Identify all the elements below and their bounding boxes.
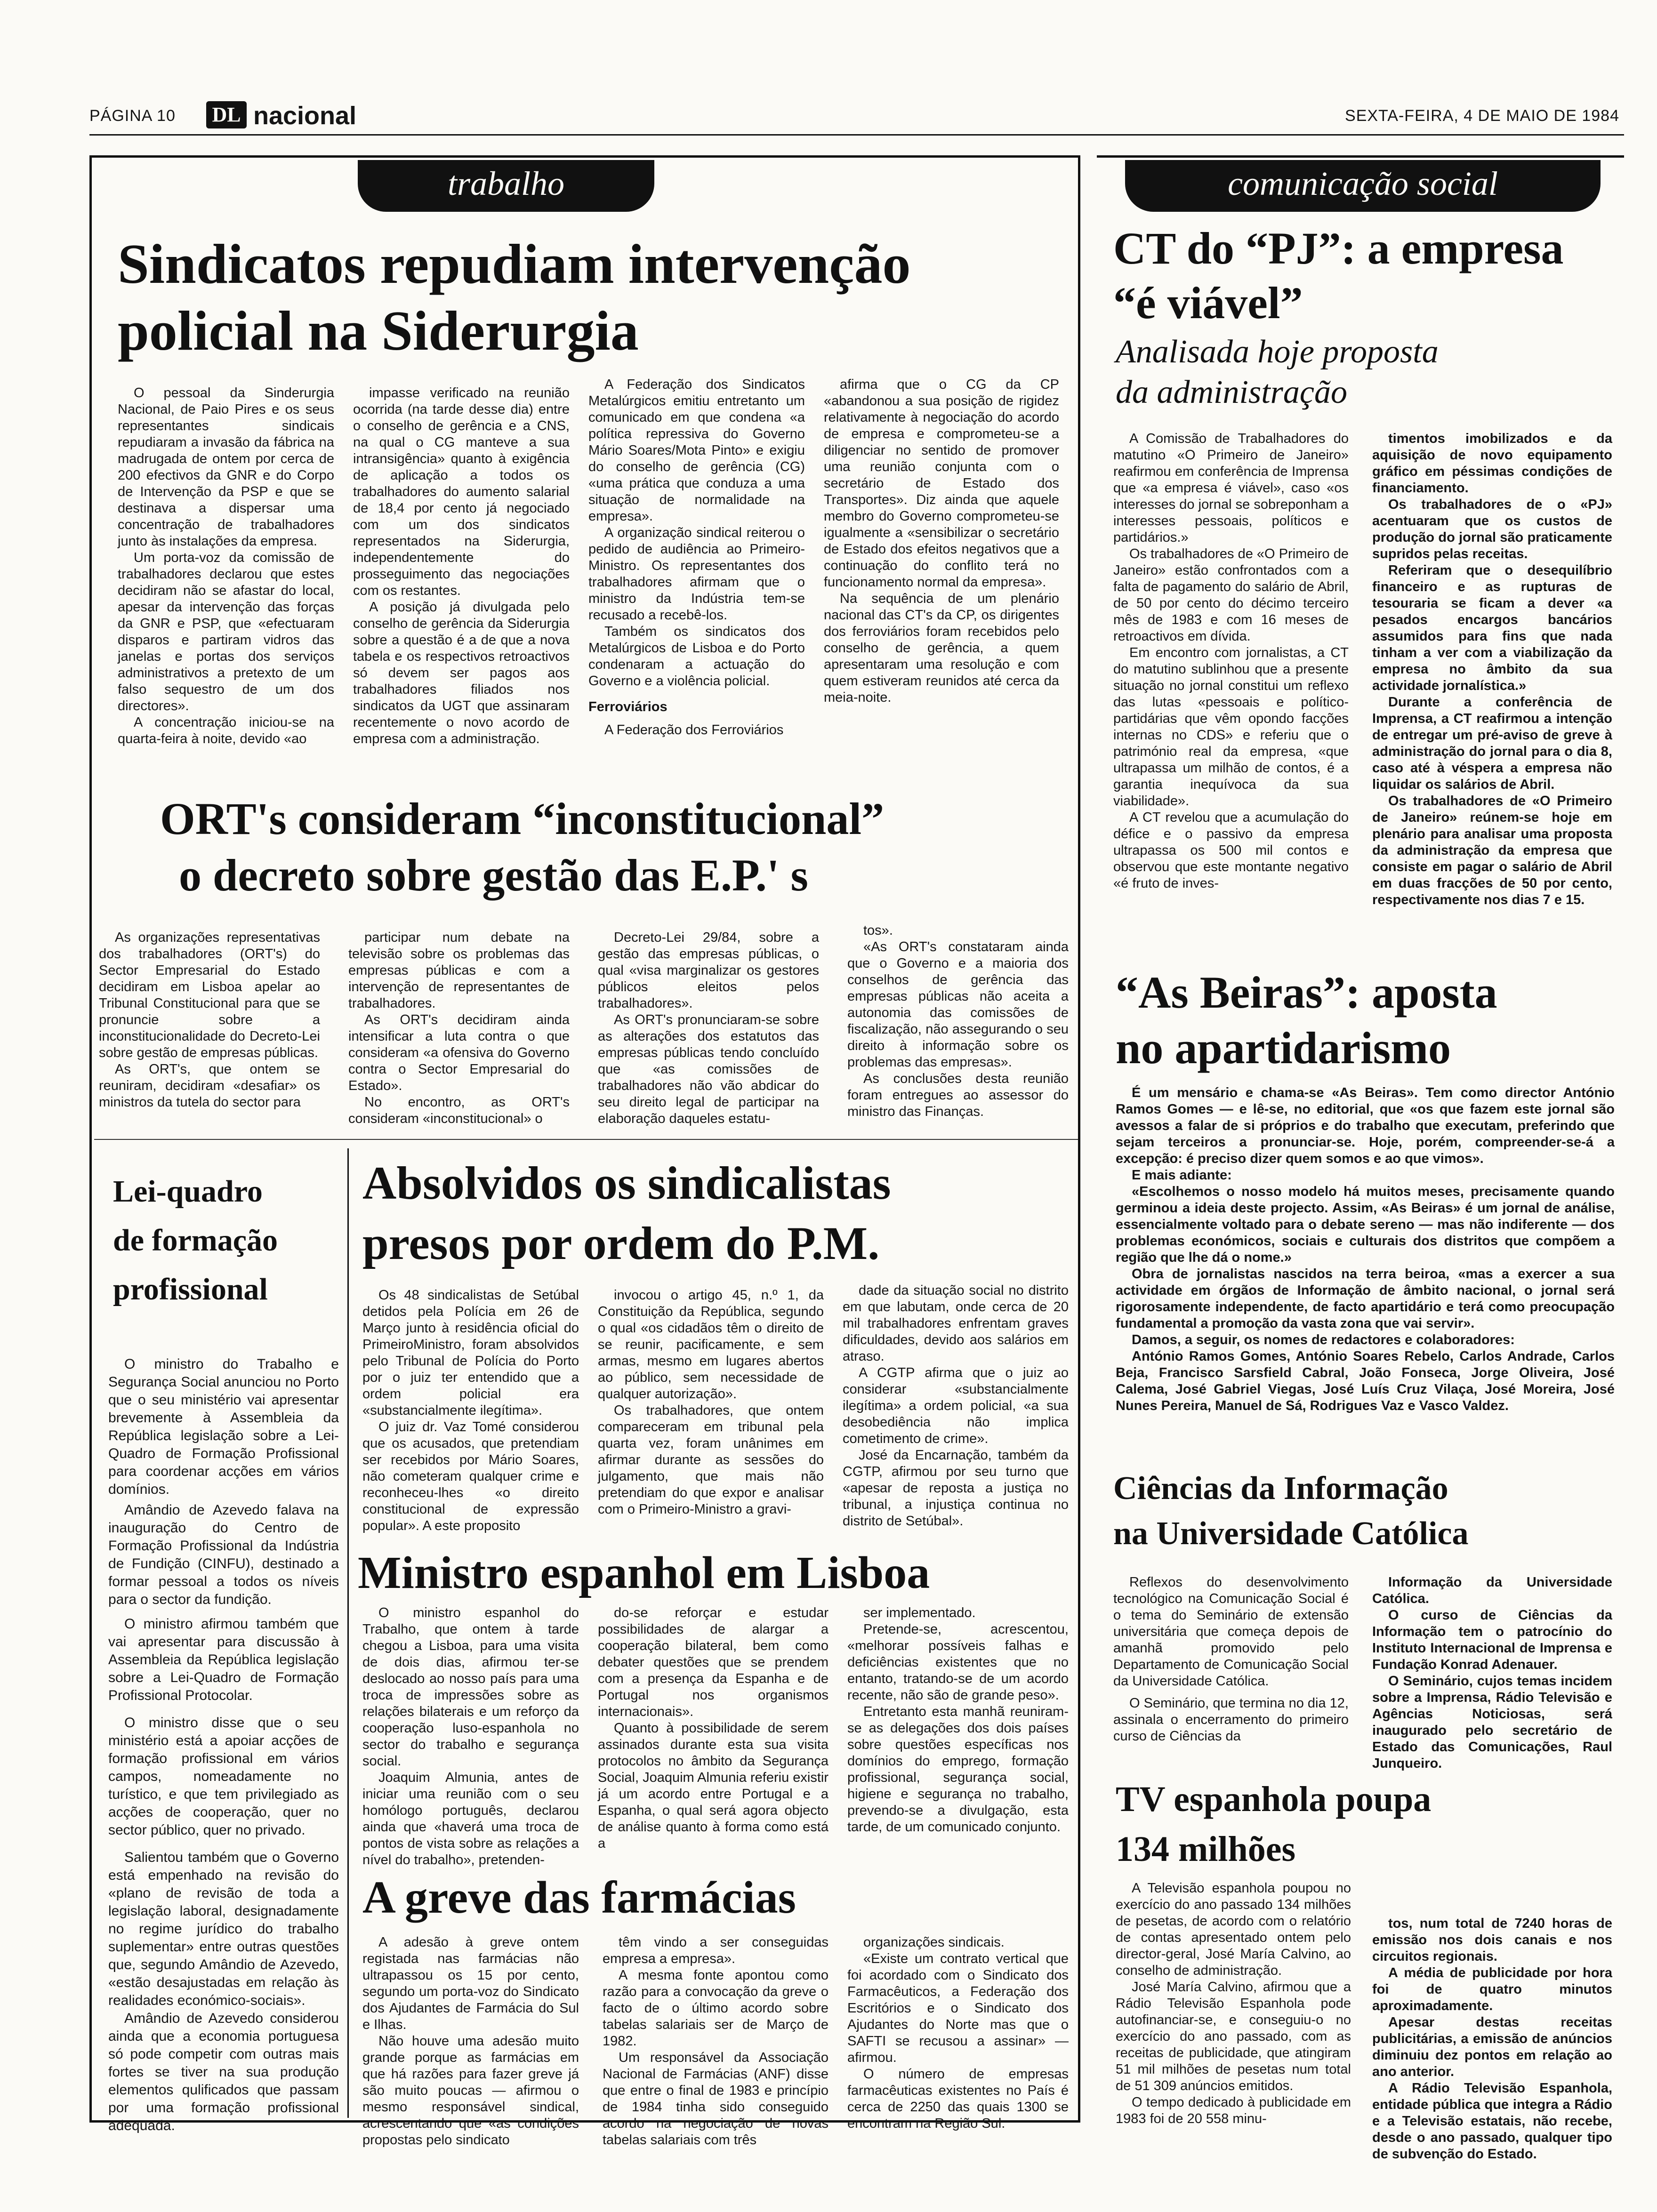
article10-col1 [1116, 1880, 1351, 2126]
section-banner-comunicacao: comunicação social [1125, 160, 1601, 212]
paragraph: Não houve uma adesão muito grande porque as farmácias em que há razões para fazer greve já são muito poucas — afirmou o mesmo responsável sindical, acrescentando que «as condições propostas pelo sindicato [362, 2034, 579, 2148]
paragraph: do-se reforçar e estudar possibilidades de alargar a cooperação bilateral, bem como debater questões que se prendem com a presença da Espanha e de Portugal nos organismos internacionais». [598, 1605, 828, 1719]
paragraph: As ORT's decidiram ainda intensificar a luta contra o que consideram «a ofensiva do Governo contra o Sector Empresarial do Estado». [348, 1012, 570, 1093]
article9-headline-line1: Ciências da Informação [1113, 1470, 1448, 1507]
paragraph: As organizações representativas dos trabalhadores (ORT's) do Sector Empresarial do Estado decidiram em Lisboa apelar ao Tribunal Constitucional para que se pronuncie sobre a inconstitucionalidade do Decreto-Lei sobre gestão de empresas públicas. [99, 930, 320, 1060]
paragraph: Um porta-voz da comissão de trabalhadores declarou que estes decidiram não se afastar do local, apesar da intervenção das forças da GNR e PSP, que «efectuaram disparos e partiram vidros das janelas e portas dos serviços administrativos a pretexto de um falso sequestro de um dos directores». [118, 550, 334, 713]
paragraph: As conclusões desta reunião foram entregues ao assessor do ministro das Finanças. [847, 1071, 1069, 1119]
article5-col3 [847, 1605, 1069, 1850]
paragraph: Um responsável da Associação Nacional de Farmácias (ANF) disse que entre o final de 1983 e princípio de 1984 tinha sido conseguido acordo na negociação de novas tabelas salariais com três [603, 2050, 828, 2148]
article1-col3 [588, 377, 805, 772]
article8-headline-line1: “As Beiras”: aposta [1116, 967, 1497, 1018]
article1-headline-line1: Sindicatos repudiam intervenção [118, 232, 911, 295]
paragraph: E mais adiante: [1132, 1168, 1232, 1183]
paragraph: participar num debate na televisão sobre os problemas das empresas públicas e com a intervenção de representantes de trabalhadores. [348, 930, 570, 1011]
paragraph: timentos imobilizados e da aquisição de novo equipamento gráfico em péssimas condições de financiamento. [1372, 431, 1612, 496]
paragraph: O número de empresas farmacêuticas existentes no País é cerca de 2250 das quais 1300 se encontram na Região Sul. [847, 2067, 1069, 2131]
paragraph: O ministro espanhol do Trabalho, que ontem à tarde chegou a Lisboa, para uma visita de dois dias, afirmou ter-se deslocado ao nosso país para uma troca de impressões sobre as relações bilaterais e um reforço da cooperação luso-espanhola no sector do trabalho e segurança social. [362, 1605, 579, 1769]
paragraph: Informação da Universidade Católica. [1372, 1575, 1612, 1606]
article8-body [1116, 1085, 1615, 1485]
paragraph: impasse verificado na reunião ocorrida (na tarde desse dia) entre o conselho de gerência e a CNS, na qual o CG manteve a sua intransigência» quanto à exigência de aplicação a todos os trabalhadores do aumento salarial de 18,4 por cento já negociado com um dos sindicatos representados na Siderurgia, independentemente do prosseguimento das negociações com os restantes. [353, 385, 570, 598]
paragraph: O tempo dedicado à publicidade em 1983 foi de 20 558 minu- [1116, 2095, 1351, 2126]
article7-subheadline-line2: da administração [1116, 374, 1347, 410]
paragraph: O pessoal da Sinderurgia Nacional, de Paio Pires e os seus representantes sindicais repudiaram a invasão da fábrica na madrugada de ontem por cerca de 200 efectivos da GNR e do Corpo de Intervenção da PSP e que se destinava a dispersar uma concentração de trabalhadores junto às instalações da empresa. [118, 385, 334, 549]
paragraph: Reflexos do desenvolvimento tecnológico na Comunicação Social é o tema do Seminário de extensão universitária que começa depois de amanhã promovido pelo Departamento de Comunicação Social da Universidade Católica. [1113, 1575, 1349, 1689]
article9-headline [1113, 1466, 1617, 1556]
article1-headline-line2: policial na Siderurgia [118, 299, 639, 362]
article3-headline-line3: profissional [113, 1272, 268, 1306]
paragraph: Decreto-Lei 29/84, sobre a gestão das empresas públicas, o qual «visa marginalizar os gestores públicos eleitos pelos trabalhadores». [598, 930, 819, 1011]
paragraph: A Federação dos Ferroviários [604, 722, 784, 737]
article6-col1 [362, 1934, 579, 2148]
paragraph: José da Encarnação, também da CGTP, afirmou por seu turno que «apesar de reposta a justiça no tribunal, a injustiça continua no distrito de Setúbal». [843, 1448, 1069, 1529]
paragraph: Joaquim Almunia, antes de iniciar uma reunião com o seu homólogo português, declarou ainda que «haverá uma troca de pontos de vista sobre as relações a nível do trabalho», pretenden- [362, 1770, 579, 1867]
paragraph: António Ramos Gomes, António Soares Rebelo, Carlos Andrade, Carlos Beja, Francisco Sarsfield Cabral, João Fonseca, Jorge Oliveira, José Calema, José Gabriel Viegas, José Luís Cruz Vilaça, José Moreira, José Nunes Pereira, Manuel de Sá, Rodrigues Vaz e Vasco Valdez. [1116, 1349, 1615, 1413]
article2-headline-line1: ORT's consideram “inconstitucional” [160, 793, 885, 844]
paragraph: Quanto à possibilidade de serem assinados durante esta sua visita protocolos no âmbito da Segurança Social, Joaquim Almunia referiu existir já um acordo entre Portugal e a Espanha, o qual será agora objecto de análise quanto à forma como está a [598, 1721, 828, 1851]
paragraph: Entretanto esta manhã reuniram-se as delegações dos dois países sobre questões específicas nos domínios do emprego, formação profissional, segurança social, higiene e segurança no trabalho, prevendo-se a divulgação, esta tarde, de um comunicado conjunto. [847, 1704, 1069, 1835]
paragraph: A organização sindical reiterou o pedido de audiência ao Primeiro-Ministro. Os representantes dos trabalhadores afirmam que o ministro da Indústria tem-se recusado a recebê-los. [588, 525, 805, 623]
article4-col3 [843, 1282, 1069, 1551]
page-number: PÁGINA 10 [89, 107, 176, 125]
paragraph: O Seminário, que termina no dia 12, assinala o encerramento do primeiro curso de Ciências da [1113, 1696, 1349, 1744]
paragraph: Apesar destas receitas publicitárias, a emissão de anúncios diminuiu dez pontos em relação ao ano anterior. [1372, 2015, 1612, 2079]
paragraph: Damos, a seguir, os nomes de redactores e colaboradores: [1132, 1332, 1515, 1347]
article6-col2 [603, 1934, 828, 2148]
article3-headline-line1: Lei-quadro [113, 1174, 263, 1209]
article6-col3 [847, 1934, 1069, 2131]
paragraph: A CT revelou que a acumulação do défice e o passivo da empresa ultrapassa os 500 mil contos e observou que este montante negativo «é fruto de inves- [1113, 810, 1349, 891]
paragraph: O Seminário, cujos temas incidem sobre a Imprensa, Rádio Televisão e Agências Noticiosas, será inaugurado pelo secretário de Estado das Comunicações, Raul Junqueiro. [1372, 1674, 1612, 1771]
article7-headline-line2: “é viável” [1113, 278, 1303, 328]
article1-col1 [118, 385, 334, 771]
article10-headline [1116, 1774, 1619, 1874]
paragraph: A CGTP afirma que o juiz ao considerar «substancialmente ilegítima» a ordem policial, «a sua desobediência não implica cometimento de crime». [843, 1365, 1069, 1446]
paragraph: José María Calvino, afirmou que a Rádio Televisão Espanhola pode autofinanciar-se, e conseguiu-o no exercício do ano passado, com as receitas de publicidade, que atingiram 51 mil milhões de pesetas num total de 51 309 anúncios emitidos. [1116, 1980, 1351, 2093]
article7-col2 [1372, 431, 1612, 953]
paragraph: Os trabalhadores de o «PJ» acentuaram que os custos de produção do jornal são praticamente supridos pelas receitas. [1372, 497, 1612, 561]
article2-headline [160, 791, 1054, 904]
article4-col1 [362, 1287, 579, 1551]
paragraph: invocou o artigo 45, n.º 1, da Constituição da República, segundo o qual «os cidadãos têm o direito de se reunir, pacificamente, e sem armas, mesmo em lugares abertos ao público, sem necessidade de qualquer autorização». [598, 1288, 824, 1402]
paragraph: O ministro do Trabalho e Segurança Social anunciou no Porto que o seu ministério vai apresentar brevemente à Assembleia da República legislação sobre a Lei-Quadro de Formação Profissional para coordenar acções em vários domínios. [108, 1356, 339, 1497]
column-divider [347, 1148, 349, 2118]
paragraph: Referiram que o desequilíbrio financeiro e as rupturas de tesouraria se ficam a dever «a pesados encargos bancários assumidos para fins que nada tinham a ver com a viabilização da empresa no âmbito da sua actividade jornalística.» [1372, 563, 1612, 693]
article7-subheadline-line1: Analisada hoje proposta [1116, 334, 1439, 370]
article6-headline: A greve das farmácias [362, 1872, 796, 1923]
paragraph: A Federação dos Sindicatos Metalúrgicos emitiu entretanto um comunicado em que condena «a política repressiva do Governo Mário Soares/Mota Pinto» e exigiu do conselho de gerência (CG) «uma prática que conduza a uma situação de normalidade na empresa». [588, 377, 805, 524]
article7-col1 [1113, 431, 1349, 953]
article10-col2 [1372, 1915, 1612, 2162]
article4-col2 [598, 1287, 824, 1551]
paragraph: A média de publicidade por hora foi de quatro minutos aproximadamente. [1372, 1965, 1612, 2013]
paragraph: As ORT's pronunciaram-se sobre as alterações dos estatutos das empresas públicas tendo concluído que «as comissões de trabalhadores não vão abdicar do seu direito legal de participar na elaboração daqueles estatu- [598, 1012, 819, 1126]
paragraph: afirma que o CG da CP «abandonou a sua posição de rigidez relativamente à negociação do acordo de empresa e comprometeu-se a diligenciar no sentido de promover uma reunião conjunta com o secretário de Estado dos Transportes». Diz ainda que aquele membro do Governo comprometeu-se igualmente a «sensibilizar o secretário de Estado dos efeitos negativos que a continuação do conflito terá no funcionamento normal da empresa». [824, 377, 1059, 590]
paragraph: organizações sindicais. [863, 1935, 1005, 1950]
paragraph: ser implementado. [863, 1605, 976, 1620]
paragraph: tos, num total de 7240 horas de emissão nos dois canais e nos circuitos regionais. [1372, 1916, 1612, 1964]
paragraph: Na sequência de um plenário nacional das CT's da CP, os dirigentes dos ferroviários foram recebidos pelo conselho de gerência, a quem apresentaram uma resolução e com quem estiveram reunidos até cerca da meia-noite. [824, 591, 1059, 705]
paragraph: tos». [863, 923, 893, 938]
article1-headline [118, 231, 1059, 364]
divider [94, 1139, 1078, 1140]
paragraph: A Rádio Televisão Espanhola, entidade pública que integra a Rádio e a Televisão estatais, não recebe, desde o ano passado, qualquer tipo de subvenção do Estado. [1372, 2081, 1612, 2162]
paragraph: A posição já divulgada pelo conselho de gerência da Siderurgia sobre a questão é a de que a nova tabela e os respectivos retroactivos só devem ser pagos aos trabalhadores filiados nos sindicatos da UGT que assinaram recentemente o novo acordo de empresa com a administração. [353, 600, 570, 746]
article3-headline-line2: de formação [113, 1223, 278, 1258]
paragraph: «Escolhemos o nosso modelo há muitos meses, precisamente quando germinou a ideia deste projecto. Assim, «As Beiras» é um jornal de análise, essencialmente voltado para o debate sereno — mas não indiferente — dos problemas económicos, sociais e culturais dos distritos que compõem a região que lhe dá o nome.» [1116, 1184, 1615, 1265]
subheading-ferroviarios: Ferroviários [588, 699, 668, 714]
paragraph: Em encontro com jornalistas, a CT do matutino sublinhou que a presente situação no jornal constitui um reflexo das lutas «pessoais e político-partidárias que vêm opondo facções internas no CDS» e referiu que o património real da empresa, «que ultrapassa um milhão de contos, é a garantia inequívoca da sua viabilidade». [1113, 645, 1349, 809]
paragraph: O curso de Ciências da Informação tem o patrocínio do Instituto Internacional de Imprensa e Fundação Konrad Adenauer. [1372, 1608, 1612, 1672]
article7-headline-line1: CT do “PJ”: a empresa [1113, 223, 1564, 273]
paragraph: É um mensário e chama-se «As Beiras». Tem como director António Ramos Gomes — e lê-se, no editorial, que «os que fazem este jornal são avessos a falar de si próprios e do trabalho que executam, preferindo que sejam terceiros a pronunciar-se. Hoje, porém, compreender-se-á a excepção: é preciso dizer quem somos e ao que vimos». [1116, 1085, 1615, 1166]
article8-headline [1116, 965, 1619, 1076]
paragraph: Salientou também que o Governo está empenhado na revisão do «plano de revisão de toda a legislação laboral, designadamente no regime jurídico do trabalho suplementar» entre outras questões que, segundo Amândio de Azevedo, «estão desajustadas em relação às realidades económico-sociais». [108, 1850, 339, 2008]
paragraph: têm vindo a ser conseguidas empresa a empresa». [603, 1935, 828, 1966]
paragraph: «Existe um contrato vertical que foi acordado com o Sindicato dos Farmacêuticos, a Federação dos Escritórios e o Sindicato dos Ajudantes do Norte mas que o SAFTI se recusou a assinar» — afirmou. [847, 1951, 1069, 2065]
article9-col2 [1372, 1574, 1612, 1771]
article1-col4 [824, 377, 1059, 772]
article10-headline-line1: TV espanhola poupa [1116, 1779, 1432, 1819]
paragraph: A adesão à greve ontem registada nas farmácias não ultrapassou os 15 por cento, segundo um porta-voz do Sindicato dos Ajudantes de Farmácia do Sul e Ilhas. [362, 1935, 579, 2032]
article8-headline-line2: no apartidarismo [1116, 1023, 1451, 1073]
section-banner-trabalho: trabalho [358, 160, 654, 212]
article5-col2 [598, 1605, 828, 1850]
article4-headline [362, 1153, 1069, 1274]
paragraph: O juiz dr. Vaz Tomé considerou que os acusados, que pretendiam ser recebidos por Mário Soares, não cometeram qualquer crime e reconheceu-lhes «o direito constitucional de expressão popular». A este proposito [362, 1419, 579, 1533]
paragraph: A Televisão espanhola poupou no exercício do ano passado 134 milhões de pesetas, de acordo com o relatório de contas apresentado ontem pelo director-geral, José María Calvino, ao conselho de administração. [1116, 1881, 1351, 1978]
article5-headline: Ministro espanhol em Lisboa [358, 1547, 930, 1598]
paragraph: Também os sindicatos dos Metalúrgicos de Lisboa e do Porto condenaram a actuação do Governo e a violência policial. [588, 624, 805, 689]
paragraph: A mesma fonte apontou como razão para a convocação da greve o facto de o último acordo sobre tabelas salariais ser de Março de 1982. [603, 1968, 828, 2049]
article10-headline-line2: 134 milhões [1116, 1829, 1296, 1869]
newspaper-logo-icon: DL [206, 101, 247, 128]
article5-col1 [362, 1605, 579, 1867]
paragraph: Obra de jornalistas nascidos na terra beiroa, «mas a exercer a sua actividade em órgãos de Informação de âmbito nacional, o jornal será rigorosamente independente, de facto apartidário e terá como preocupação fundamental a promoção da vasta zona que vai servir». [1116, 1266, 1615, 1331]
issue-date: SEXTA-FEIRA, 4 DE MAIO DE 1984 [1345, 107, 1619, 125]
article2-headline-line2: o decreto sobre gestão das E.P.' s [179, 850, 808, 900]
paragraph: Amândio de Azevedo considerou ainda que a economia portuguesa só pode competir com outras mais fortes se tiver na sua produção elementos qulificados que passam por uma formação profissional adequada. [108, 2011, 339, 2133]
paragraph: O ministro afirmou também que vai apresentar para discussão à Assembleia da República legislação sobre a Lei-Quadro de Formação Profissional Protocolar. [108, 1616, 339, 1703]
article2-col3 [598, 930, 819, 1146]
section-title: nacional [253, 102, 357, 130]
article1-col2 [353, 385, 570, 771]
paragraph: Durante a conferência de Imprensa, a CT reafirmou a intenção de entregar um pré-aviso de greve à administração do jornal para o dia 8, caso até à véspera a empresa não liquidar os salários de Abril. [1372, 695, 1612, 792]
paragraph: A Comissão de Trabalhadores do matutino «O Primeiro de Janeiro» reafirmou em conferência de Imprensa que «a empresa é viável», caso «os interesses do jornal se sobreponham a interesses pessoais, políticos e partidários.» [1113, 431, 1349, 545]
paragraph: Pretende-se, acrescentou, «melhorar possíveis falhas e deficiências existentes que no entanto, tratando-se de um acordo recente, não são de grande peso». [847, 1622, 1069, 1703]
article7-headline [1113, 221, 1622, 330]
article3-body [108, 1355, 339, 2133]
paragraph: O ministro disse que o seu ministério está a apoiar acções de formação profissional em vários campos, nomeadamente no turístico, e que tem privilegiado as acções de cooperação, quer no sector público, quer no privado. [108, 1715, 339, 1838]
paragraph: A concentração iniciou-se na quarta-feira à noite, devido «ao [118, 715, 334, 746]
article2-col4 [847, 922, 1069, 1146]
paragraph: Os trabalhadores de «O Primeiro de Janeiro» estão confrontados com a falta de pagamento do salário de Abril, de 50 por cento do décimo terceiro mês de 1983 e com 16 meses de retroactivos em dívida. [1113, 546, 1349, 644]
masthead [89, 101, 1619, 129]
article9-col1 [1113, 1574, 1349, 1763]
paragraph: Amândio de Azevedo falava na inauguração do Centro de Formação Profissional da Indústria de Fundição (CINFU), destinado a formar pessoal a todos os níveis para o sector da fundição. [108, 1502, 339, 1607]
paragraph: «As ORT's constataram ainda que o Governo e a maioria dos conselhos de gerência das empresas públicas não aceita a autonomia das comissões de fiscalização, não assegurando o seu direito à informação sobre os problemas das empresas». [847, 939, 1069, 1070]
article2-col2 [348, 930, 570, 1146]
paragraph: No encontro, as ORT's consideram «inconstitucional» o [348, 1095, 570, 1126]
paragraph: As ORT's, que ontem se reuniram, decidiram «desafiar» os ministros da tutela do sector para [99, 1062, 320, 1110]
article4-headline-line1: Absolvidos os sindicalistas [362, 1157, 891, 1209]
article7-subheadline [1116, 332, 1615, 413]
paragraph: dade da situação social no distrito em que labutam, onde cerca de 20 mil trabalhadores enfrentam graves dificuldades, devido aos salários em atraso. [843, 1283, 1069, 1364]
masthead-rule [89, 134, 1624, 136]
paragraph: Os 48 sindicalistas de Setúbal detidos pela Polícia em 26 de Março junto à residência oficial do PrimeiroMinistro, foram absolvidos pelo Tribunal de Polícia do Porto por o juiz ter entendido que a ordem policial era «substancialmente ilegítima». [362, 1288, 579, 1418]
paragraph: Os trabalhadores de «O Primeiro de Janeiro» reúnem-se hoje em plenário para analisar uma proposta da administração da empresa que consiste em pagar o salário de Abril em duas fracções de 50 por cento, respectivamente nos dias 7 e 15. [1372, 793, 1612, 907]
article4-headline-line2: presos por ordem do P.M. [362, 1217, 880, 1269]
article3-headline [113, 1167, 339, 1314]
article9-headline-line2: na Universidade Católica [1113, 1515, 1469, 1552]
paragraph: Os trabalhadores, que ontem compareceram em tribunal pela quarta vez, foram unânimes em afirmar durante as sessões do julgamento, que mais não pretendiam do que expor e analisar com o Primeiro-Ministro a gravi- [598, 1403, 824, 1517]
article2-col1 [99, 930, 320, 1146]
